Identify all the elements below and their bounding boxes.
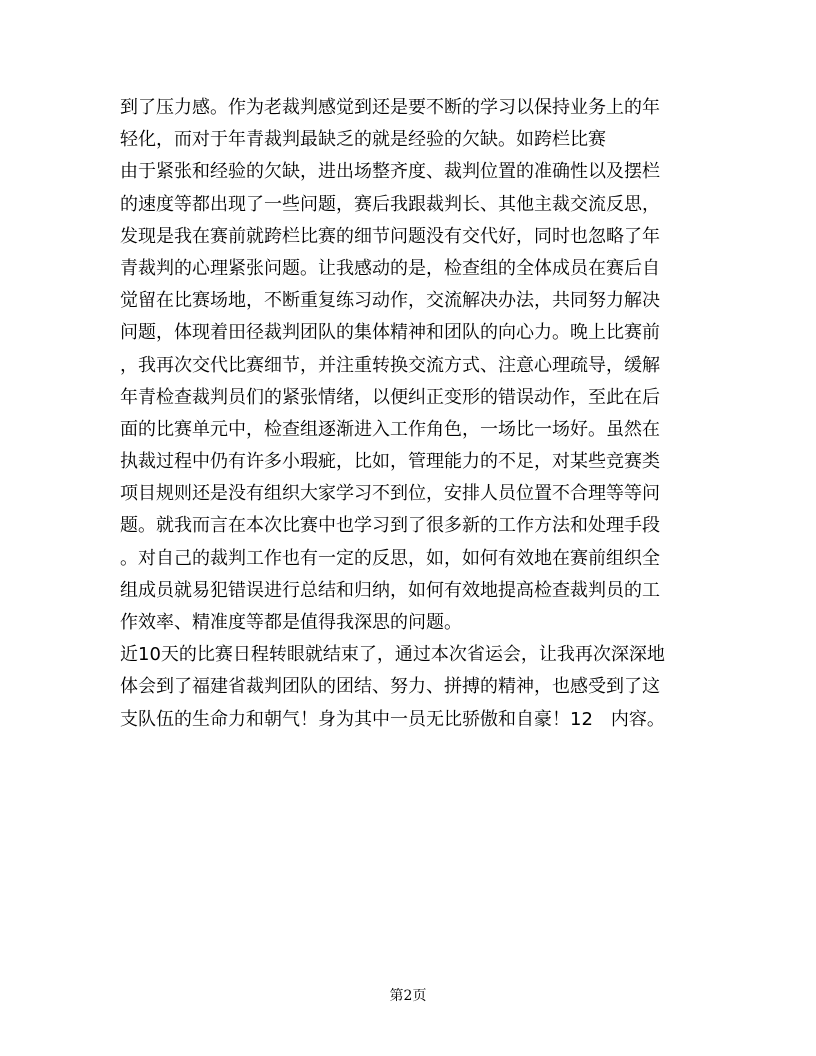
text-line: 项目规则还是没有组织大家学习不到位，安排人员位置不合理等等问 [120, 483, 660, 505]
text-line: 发现是我在赛前就跨栏比赛的细节问题没有交代好，同时也忽略了年 [120, 225, 660, 247]
text-line: 体会到了福建省裁判团队的团结、努力、拼搏的精神，也感受到了这 [120, 676, 660, 698]
text-line: 轻化，而对于年青裁判最缺乏的就是经验的欠缺。如跨栏比赛 [120, 129, 606, 151]
text-line: 近10天的比赛日程转眼就结束了，通过本次省运会，让我再次深深地 [120, 644, 665, 666]
text-line: 由于紧张和经验的欠缺，进出场整齐度、裁判位置的准确性以及摆栏 [120, 161, 660, 183]
text-line: 到了压力感。作为老裁判感觉到还是要不断的学习以保持业务上的年 [120, 97, 660, 118]
text-line: 题。就我而言在本次比赛中也学习到了很多新的工作方法和处理手段 [120, 515, 660, 537]
text-line: 觉留在比赛场地，不断重复练习动作，交流解决办法，共同努力解决 [120, 290, 660, 312]
page-number: 第2页 [389, 988, 427, 1004]
text-line: 问题，体现着田径裁判团队的集体精神和团队的向心力。晚上比赛前 [120, 322, 660, 344]
text-line: 执裁过程中仍有许多小瑕疵，比如，管理能力的不足，对某些竞赛类 [120, 451, 660, 473]
body-text [120, 92, 700, 736]
text-line: 。对自己的裁判工作也有一定的反思，如，如何有效地在赛前组织全 [120, 547, 660, 569]
text-line: ，我再次交代比赛细节，并注重转换交流方式、注意心理疏导，缓解 [120, 354, 660, 376]
text-line: 青裁判的心理紧张问题。让我感动的是，检查组的全体成员在赛后自 [120, 257, 660, 279]
text-line: 的速度等都出现了一些问题，赛后我跟裁判长、其他主裁交流反思， [120, 193, 660, 215]
text-line: 组成员就易犯错误进行总结和归纳，如何有效地提高检查裁判员的工 [120, 579, 660, 601]
text-line: 支队伍的生命力和朝气！身为其中一员无比骄傲和自豪！12 内容。 [120, 708, 665, 730]
text-line: 作效率、精准度等都是值得我深思的问题。 [120, 612, 462, 633]
text-line: 年青检查裁判员们的紧张情绪，以便纠正变形的错误动作，至此在后 [120, 386, 660, 408]
text-line: 面的比赛单元中，检查组逐渐进入工作角色，一场比一场好。虽然在 [120, 418, 660, 440]
